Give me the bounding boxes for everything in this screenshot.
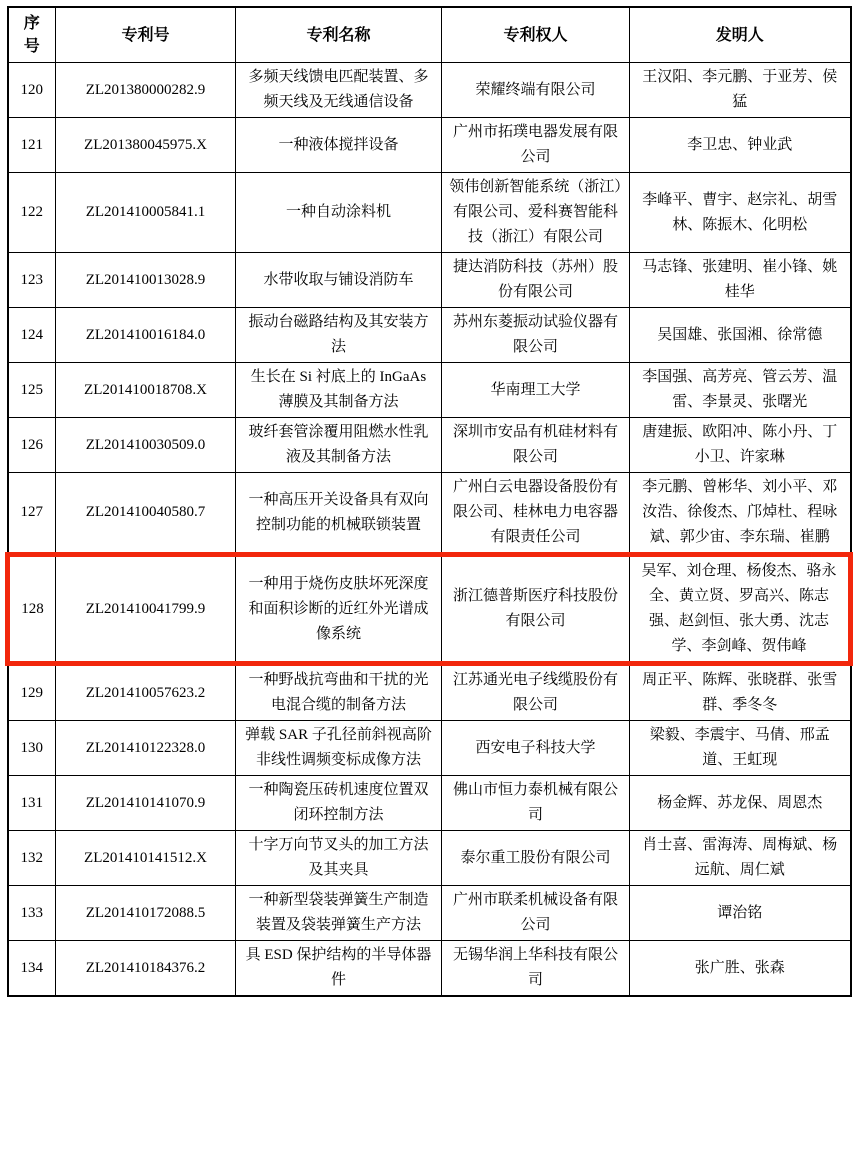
- cell-index: 127: [8, 473, 56, 555]
- cell-patent-holder: 浙江德普斯医疗科技股份有限公司: [442, 555, 630, 664]
- cell-patent-name: 一种自动涂料机: [236, 173, 442, 253]
- cell-patent-holder: 广州白云电器设备股份有限公司、桂林电力电容器有限责任公司: [442, 473, 630, 555]
- cell-index: 124: [8, 308, 56, 363]
- cell-index: 121: [8, 118, 56, 173]
- cell-patent-no: ZL201410141512.X: [56, 831, 236, 886]
- cell-patent-holder: 佛山市恒力泰机械有限公司: [442, 776, 630, 831]
- cell-inventors: 吴国雄、张国湘、徐常德: [630, 308, 851, 363]
- cell-patent-no: ZL201380045975.X: [56, 118, 236, 173]
- cell-inventors: 梁毅、李震宇、马倩、邢孟道、王虹现: [630, 721, 851, 776]
- cell-patent-no: ZL201410184376.2: [56, 941, 236, 997]
- cell-patent-no: ZL201410141070.9: [56, 776, 236, 831]
- cell-index: 120: [8, 63, 56, 118]
- table-row: [8, 118, 851, 173]
- table-header: [8, 7, 851, 63]
- cell-patent-name: 多频天线馈电匹配装置、多频天线及无线通信设备: [236, 63, 442, 118]
- cell-patent-holder: 华南理工大学: [442, 363, 630, 418]
- column-header-index: [8, 7, 56, 63]
- cell-patent-holder: 无锡华润上华科技有限公司: [442, 941, 630, 997]
- cell-patent-holder: 苏州东菱振动试验仪器有限公司: [442, 308, 630, 363]
- cell-index: 123: [8, 253, 56, 308]
- cell-patent-name: 一种高压开关设备具有双向控制功能的机械联锁装置: [236, 473, 442, 555]
- cell-patent-name: 一种新型袋装弹簧生产制造装置及袋装弹簧生产方法: [236, 886, 442, 941]
- cell-patent-holder: 捷达消防科技（苏州）股份有限公司: [442, 253, 630, 308]
- cell-patent-name: 十字万向节叉头的加工方法及其夹具: [236, 831, 442, 886]
- column-header-patent-name: 专利名称: [236, 7, 442, 63]
- table-body: [8, 63, 851, 997]
- cell-patent-name: 弹载 SAR 子孔径前斜视高阶非线性调频变标成像方法: [236, 721, 442, 776]
- cell-patent-holder: 西安电子科技大学: [442, 721, 630, 776]
- table-row: [8, 173, 851, 253]
- cell-inventors: 王汉阳、李元鹏、于亚芳、侯猛: [630, 63, 851, 118]
- table-row: [8, 63, 851, 118]
- cell-patent-no: ZL201410005841.1: [56, 173, 236, 253]
- table-row: [8, 664, 851, 721]
- cell-inventors: 李国强、高芳亮、管云芳、温雷、李景灵、张曙光: [630, 363, 851, 418]
- cell-patent-name: 一种液体搅拌设备: [236, 118, 442, 173]
- cell-patent-no: ZL201410040580.7: [56, 473, 236, 555]
- cell-patent-holder: 荣耀终端有限公司: [442, 63, 630, 118]
- cell-index: 130: [8, 721, 56, 776]
- cell-patent-no: ZL201410041799.9: [56, 555, 236, 664]
- cell-patent-holder: 领伟创新智能系统（浙江）有限公司、爱科赛智能科技（浙江）有限公司: [442, 173, 630, 253]
- cell-patent-no: ZL201410172088.5: [56, 886, 236, 941]
- cell-patent-holder: 广州市拓璞电器发展有限公司: [442, 118, 630, 173]
- cell-patent-name: 具 ESD 保护结构的半导体器件: [236, 941, 442, 997]
- table-row: [8, 941, 851, 997]
- header-row: [8, 7, 851, 63]
- cell-index: 134: [8, 941, 56, 997]
- cell-index: 128: [8, 555, 56, 664]
- cell-index: 131: [8, 776, 56, 831]
- cell-index: 133: [8, 886, 56, 941]
- column-header-patent-holder: 专利权人: [442, 7, 630, 63]
- cell-patent-no: ZL201410016184.0: [56, 308, 236, 363]
- cell-index: 125: [8, 363, 56, 418]
- cell-patent-holder: 江苏通光电子线缆股份有限公司: [442, 664, 630, 721]
- cell-patent-no: ZL201410030509.0: [56, 418, 236, 473]
- cell-index: 129: [8, 664, 56, 721]
- cell-inventors: 吴军、刘仓理、杨俊杰、骆永全、黄立贤、罗高兴、陈志强、赵剑恒、张大勇、沈志学、李剑峰、贺伟峰: [630, 555, 851, 664]
- cell-inventors: 杨金辉、苏龙保、周恩杰: [630, 776, 851, 831]
- cell-patent-name: 一种用于烧伤皮肤坏死深度和面积诊断的近红外光谱成像系统: [236, 555, 442, 664]
- column-header-inventors: 发明人: [630, 7, 851, 63]
- cell-patent-name: 生长在 Si 衬底上的 InGaAs 薄膜及其制备方法: [236, 363, 442, 418]
- cell-patent-no: ZL201380000282.9: [56, 63, 236, 118]
- cell-inventors: 李卫忠、钟业武: [630, 118, 851, 173]
- cell-patent-holder: 深圳市安品有机硅材料有限公司: [442, 418, 630, 473]
- cell-patent-no: ZL201410018708.X: [56, 363, 236, 418]
- table-row: [8, 721, 851, 776]
- table-row: [8, 886, 851, 941]
- cell-patent-no: ZL201410122328.0: [56, 721, 236, 776]
- cell-index: 132: [8, 831, 56, 886]
- table-row: [8, 418, 851, 473]
- cell-inventors: 唐建振、欧阳冲、陈小丹、丁小卫、许家琳: [630, 418, 851, 473]
- cell-inventors: 马志锋、张建明、崔小锋、姚桂华: [630, 253, 851, 308]
- cell-inventors: 李峰平、曹宇、赵宗礼、胡雪林、陈振木、化明松: [630, 173, 851, 253]
- cell-patent-name: 一种陶瓷压砖机速度位置双闭环控制方法: [236, 776, 442, 831]
- table-row: [8, 308, 851, 363]
- cell-inventors: 谭治铭: [630, 886, 851, 941]
- table-row-highlighted: [8, 555, 851, 664]
- cell-patent-name: 玻纤套管涂覆用阻燃水性乳液及其制备方法: [236, 418, 442, 473]
- cell-patent-holder: 广州市联柔机械设备有限公司: [442, 886, 630, 941]
- table-row: [8, 473, 851, 555]
- column-header-index-label: 序号: [23, 15, 40, 55]
- cell-inventors: 肖士喜、雷海涛、周梅斌、杨远航、周仁斌: [630, 831, 851, 886]
- cell-patent-no: ZL201410057623.2: [56, 664, 236, 721]
- table-row: [8, 776, 851, 831]
- patent-table: [5, 6, 853, 997]
- cell-inventors: 李元鹏、曾彬华、刘小平、邓汝浩、徐俊杰、邝焯杜、程咏斌、郭少宙、李东瑞、崔鹏: [630, 473, 851, 555]
- cell-index: 126: [8, 418, 56, 473]
- cell-index: 122: [8, 173, 56, 253]
- cell-patent-name: 一种野战抗弯曲和干扰的光电混合缆的制备方法: [236, 664, 442, 721]
- cell-inventors: 周正平、陈辉、张晓群、张雪群、季冬冬: [630, 664, 851, 721]
- table-row: [8, 831, 851, 886]
- table-row: [8, 363, 851, 418]
- column-header-patent-no: 专利号: [56, 7, 236, 63]
- cell-patent-no: ZL201410013028.9: [56, 253, 236, 308]
- cell-patent-name: 水带收取与铺设消防车: [236, 253, 442, 308]
- table-row: [8, 253, 851, 308]
- cell-patent-holder: 泰尔重工股份有限公司: [442, 831, 630, 886]
- cell-inventors: 张广胜、张森: [630, 941, 851, 997]
- cell-patent-name: 振动台磁路结构及其安装方法: [236, 308, 442, 363]
